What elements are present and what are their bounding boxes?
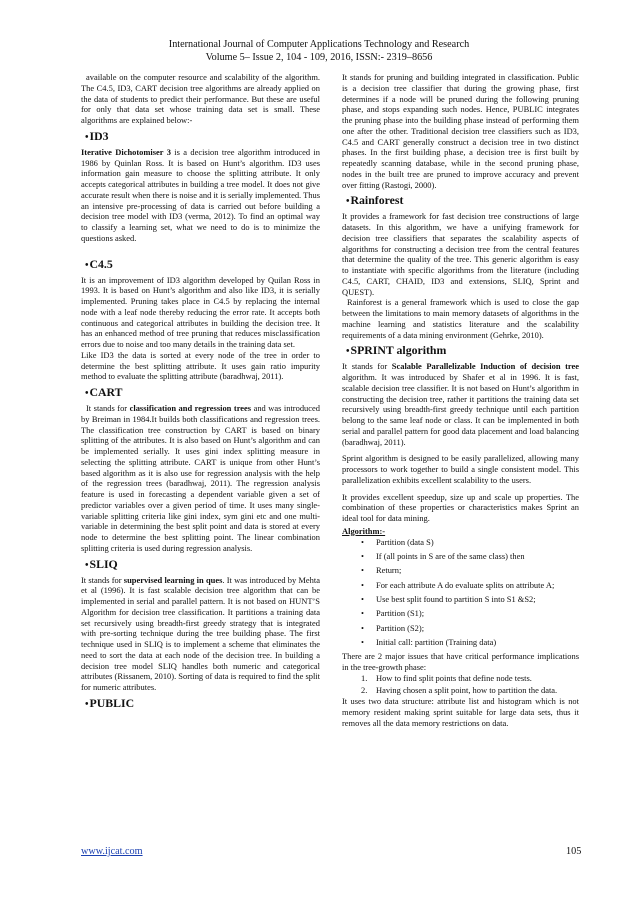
bullet-icon: • bbox=[85, 388, 89, 399]
sprint-paragraph-1: It stands for Scalable Parallelizable Induction of decision tree algorithm. It was introduced by Shafer et al in 1996. It is fast, scalable decision tree classifier. It is not based on Hunt’s algorithm in constructing the decision tree, rather it partitions the training data set recursively using breadth-first greedy technique until each partition belong to the same leaf node or class. It can be implemented in both serial and parallel pattern for good data placement and load balancing (baradhwaj, 2011). bbox=[342, 361, 579, 447]
c45-paragraph-2: Like ID3 the data is sorted at every node of the tree in order to determine the best splitting attribute. It uses gain ratio impurity method to evaluate the splitting attribute (baradhwaj, 2011). bbox=[81, 349, 320, 382]
bullet-icon: • bbox=[361, 579, 364, 590]
algorithm-step: • Partition (S1); bbox=[361, 608, 425, 619]
algorithm-steps bbox=[342, 537, 579, 648]
sprint-paragraph-2: Sprint algorithm is designed to be easily parallelized, allowing many processors to work together to build a single consistent model. This parallelization exhibits excellent scalability to the users. bbox=[342, 453, 579, 485]
bullet-icon: • bbox=[85, 559, 89, 571]
rainforest-paragraph-2: Rainforest is a general framework which is used to close the gap between the limitations to main memory datasets of algorithms in the machine learning and statistics literature and the scalability requirements of a data mining environment (Gehrke, 2010). bbox=[342, 297, 579, 340]
journal-title: International Journal of Computer Applications Technology and Research bbox=[168, 39, 470, 50]
section-heading-rainforest: •Rainforest bbox=[346, 193, 404, 208]
bullet-icon: • bbox=[361, 622, 364, 633]
algorithm-step: • Use best split found to partition S into S1 &S2; bbox=[361, 593, 536, 604]
sliq-paragraph: It stands for supervised learning in ques. It was introduced by Mehta et al (1996). It is fast scalable decision tree algorithm that can be implemented in serial and parallel pattern. It is not based on HUNT’S Algorithm for decision tree classification. It partitions a training data set recursively using breadth-first greedy strategy that is integrated with pre-sorting technique during the tree building phase. The first technique used in SLIQ is to implement a scheme that eliminates the need to sort the data at each node of the decision tree. In building a decision tree model SLIQ handles both numeric and categorical attributes (Rissanem, 2010). Sorting of data is required to find the split for numeric attributes. bbox=[81, 574, 320, 692]
bullet-icon: • bbox=[346, 346, 350, 358]
bullet-icon: • bbox=[361, 608, 364, 619]
issues-list bbox=[342, 673, 579, 696]
left-column bbox=[81, 72, 320, 714]
journal-header bbox=[0, 38, 638, 64]
public-paragraph: It stands for pruning and building integrated in classification. Public is a decision tree classifier that during the growing phase, first determines if a node will be pruned during the following pruning phase, and stops expanding such nodes. Hence, PUBLIC integrates the pruning phase into the building phase instead of performing them one after the other. Traditional decision tree classifiers such as ID3, C4.5 and CART generally construct a decision tree in two distinct phases. In the first building phase, a decision tree is first built by repeatedly scanning database, while in the second pruning phase, nodes in the built tree are pruned to improve accuracy and prevent over fitting (Rastogi, 2000). bbox=[342, 72, 579, 190]
algorithm-step: • Return; bbox=[361, 565, 402, 576]
bullet-icon: • bbox=[85, 698, 89, 710]
issue-item: 2. Having chosen a split point, how to partition the data. bbox=[361, 684, 558, 695]
section-heading-sprint: •SPRINT algorithm bbox=[346, 343, 447, 358]
cart-paragraph: It stands for classification and regression trees and was introduced by Breiman in 1984.It builds both classifications and regression trees. The classification tree construction by CART is based on binary splitting of the attributes. It is also based on Hunt’s algorithm and can be implemented serially. It uses gini index splitting measure in selecting the splitting attribute. CART is unique from other Hunt’s based algorithm as it is also use for regression analysis with the help of the regression trees (baradhwaj, 2011). The regression analysis feature is used in forecasting a dependent variable given a set of predictor variables over a given period of time. It uses many single-variable splitting criteria like gini index, sym gini etc and one multi-variable in determining the best split point and data is stored at every node to determine the best splitting point. The linear combination splitting criteria is used during regression analysis. bbox=[81, 403, 320, 553]
c45-paragraph-1: It is an improvement of ID3 algorithm developed by Quilan Ross in 1993. It is based on Hunt’s algorithm and also like ID3, it is serially implemented. Pruning takes place in C4.5 by replacing the internal node with a leaf node thereby reducing the error rate. It accepts both continuous and categorical attributes in building the decision tree. It has an enhanced method of tree pruning that reduces misclassification errors due to noise and too many details in the training data set. bbox=[81, 274, 320, 349]
algorithm-step: • Partition (S2); bbox=[361, 622, 425, 633]
issues-intro: There are 2 major issues that have critical performance implications in the tree-growth phase: bbox=[342, 651, 579, 672]
journal-volume: Volume 5– Issue 2, 104 - 109, 2016, ISSN:- 2319–8656 bbox=[205, 52, 433, 63]
section-heading-cart: •CART bbox=[85, 385, 123, 399]
bullet-icon: • bbox=[361, 593, 364, 604]
bullet-icon: • bbox=[361, 636, 364, 647]
id3-paragraph: Iterative Dichotomiser 3 is a decision tree algorithm introduced in 1986 by Quinlan Ross. It is based on Hunt’s algorithm. ID3 uses information gain measure to choose the splitting attribute. It only accepts categorical attributes in building a tree model. It does not give accurate result when there is noise and it is serially implemented. Thus an intensive pre-processing of data is carried out before building a decision tree model with ID3 (verma, 2012). To find an optimal way to classify a learning set, what we need to do is to minimize the questions asked. bbox=[81, 146, 320, 243]
algorithm-step: • Partition (data S) bbox=[361, 536, 434, 547]
algorithm-title: Algorithm:- bbox=[342, 525, 386, 536]
section-heading-sliq: •SLIQ bbox=[85, 556, 118, 571]
rainforest-paragraph-1: It provides a framework for fast decision tree constructions of large datasets. In this algorithm, we have a unifying framework for decision tree classifiers that separates the scalability aspects of algorithms for constructing a decision tree from the central features that determine the quality of the tree. This generic algorithm is easy to instantiate with specific algorithms from the literature (including C4.5, CART, CHAID, ID3 and extensions, SLIQ, Sprint and QUEST). bbox=[342, 211, 579, 297]
bullet-icon: • bbox=[346, 196, 350, 208]
issue-item: 1. How to find split points that define node tests. bbox=[361, 672, 532, 683]
section-heading-id3: •ID3 bbox=[85, 128, 109, 143]
section-heading-public: •PUBLIC bbox=[85, 695, 135, 710]
algorithm-step: • If (all points in S are of the same class) then bbox=[361, 550, 525, 561]
algorithm-step: • For each attribute A do evaluate splits on attribute A; bbox=[361, 579, 555, 590]
right-column bbox=[342, 72, 579, 729]
bullet-icon: • bbox=[361, 536, 364, 547]
algorithm-step: • Initial call: partition (Training data) bbox=[361, 636, 497, 647]
bullet-icon: • bbox=[85, 131, 89, 143]
page-number: 105 bbox=[566, 846, 582, 857]
intro-paragraph: available on the computer resource and scalability of the algorithm. The C4.5, ID3, CART decision tree algorithms are already applied on the data of students to predict their performance. But these are useful for only that data set whose training data set is small. These algorithms are explained below:- bbox=[81, 72, 320, 125]
section-heading-c45: •C4.5 bbox=[85, 256, 113, 271]
sprint-paragraph-3: It provides excellent speedup, size up and scale up properties. The combination of these properties or characteristics makes Sprint an ideal tool for data mining. bbox=[342, 491, 579, 523]
closing-paragraph: It uses two data structure: attribute list and histogram which is not memory resident making sprint suitable for large data sets, thus it removes all the data memory restrictions on data. bbox=[342, 696, 579, 728]
bullet-icon: • bbox=[85, 259, 89, 271]
journal-website-link[interactable]: www.ijcat.com bbox=[81, 846, 143, 857]
bullet-icon: • bbox=[361, 565, 364, 576]
bullet-icon: • bbox=[361, 550, 364, 561]
